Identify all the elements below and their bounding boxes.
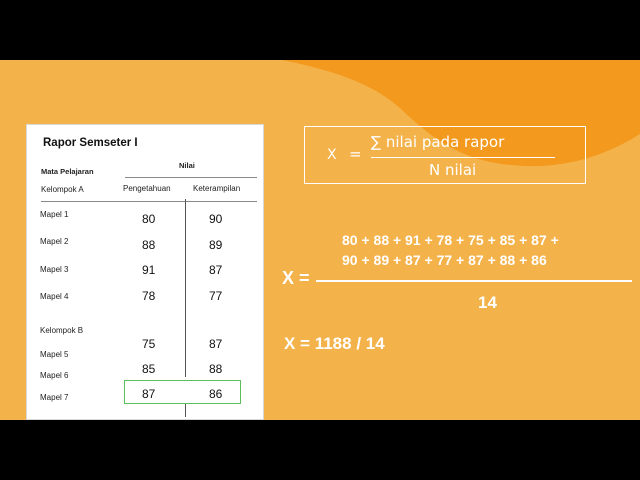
formula-lhs: X <box>327 147 337 163</box>
slide <box>0 60 640 420</box>
table-row-skill: 87 <box>209 263 223 277</box>
table-row-subject: Mapel 4 <box>40 292 69 301</box>
header-subject: Mata Pelajaran <box>41 167 94 176</box>
table-row-skill: 89 <box>209 238 223 252</box>
table-top-rule <box>41 201 257 202</box>
table-row-skill: 90 <box>209 212 223 226</box>
table-row-knowledge: 75 <box>142 337 156 351</box>
table-row-knowledge: 80 <box>142 212 156 226</box>
table-row-subject: Mapel 5 <box>40 350 69 359</box>
table-row-skill: 86 <box>209 387 223 401</box>
group-a-label: Kelompok A <box>41 185 84 194</box>
table-row-subject: Mapel 3 <box>40 265 69 274</box>
table-row-skill: 87 <box>209 337 223 351</box>
sum-line-2: 90 + 89 + 87 + 77 + 87 + 88 + 86 <box>342 252 547 268</box>
table-row-knowledge: 88 <box>142 238 156 252</box>
equation-result: X = 1188 / 14 <box>284 334 385 353</box>
equation-lhs: X = <box>282 268 310 288</box>
mean-formula-box <box>304 126 586 184</box>
header-skill: Keterampilan <box>193 184 241 193</box>
header-divider <box>125 177 257 178</box>
column-divider-bottom <box>185 403 186 417</box>
formula-numerator: ∑ nilai pada rapor <box>371 133 505 151</box>
table-row-skill: 88 <box>209 362 223 376</box>
column-divider <box>185 199 186 377</box>
sum-line-1: 80 + 88 + 91 + 78 + 75 + 85 + 87 + <box>342 232 559 248</box>
table-row-knowledge: 91 <box>142 263 156 277</box>
equation-denominator: 14 <box>478 293 497 312</box>
formula-equals: = <box>349 145 362 163</box>
table-row-subject: Mapel 1 <box>40 210 69 219</box>
table-row-subject: Mapel 7 <box>40 393 69 402</box>
highlight-box <box>124 380 241 404</box>
table-row-subject: Mapel 2 <box>40 237 69 246</box>
table-row-knowledge: 85 <box>142 362 156 376</box>
formula-fraction-bar <box>371 157 555 158</box>
header-knowledge: Pengetahuan <box>123 184 171 193</box>
table-row-subject: Mapel 6 <box>40 371 69 380</box>
equation-fraction-bar <box>316 280 632 282</box>
table-row-skill: 77 <box>209 289 223 303</box>
formula-denominator: N nilai <box>429 161 477 179</box>
group-b-label: Kelompok B <box>40 326 84 335</box>
header-nilai: Nilai <box>179 161 195 170</box>
table-row-knowledge: 87 <box>142 387 156 401</box>
report-title: Rapor Semseter I <box>43 137 138 149</box>
table-row-knowledge: 78 <box>142 289 156 303</box>
